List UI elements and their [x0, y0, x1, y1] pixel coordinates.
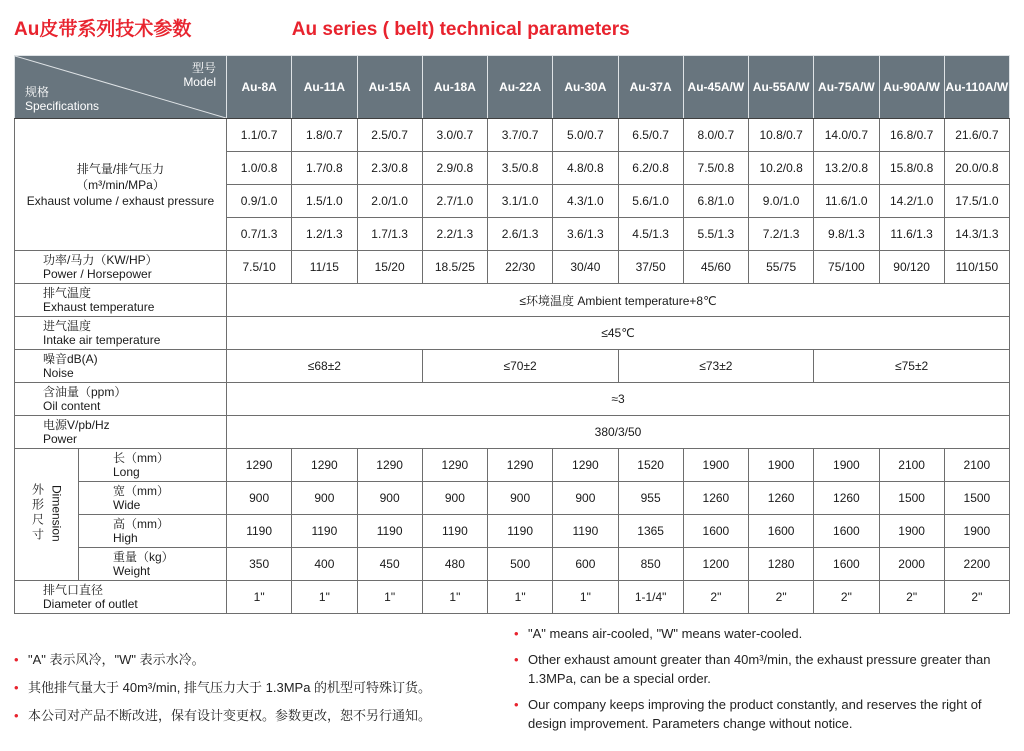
- value-cell: 9.0/1.0: [749, 185, 814, 218]
- row-label: [15, 416, 227, 449]
- model-header: Au-37A: [618, 56, 683, 119]
- value-cell: 13.2/0.8: [814, 152, 879, 185]
- value-cell: 15.8/0.8: [879, 152, 944, 185]
- value-cell: 14.0/0.7: [814, 119, 879, 152]
- table-row: [15, 350, 1010, 383]
- model-header: Au-45A/W: [683, 56, 748, 119]
- value-cell: 1900: [749, 449, 814, 482]
- bullet-icon: •: [14, 652, 19, 667]
- value-cell: 400: [292, 548, 357, 581]
- value-cell: 1260: [683, 482, 748, 515]
- value-cell: 2.3/0.8: [357, 152, 422, 185]
- value-cell: 1900: [683, 449, 748, 482]
- value-cell: 1600: [814, 515, 879, 548]
- value-cell: 11.6/1.3: [879, 218, 944, 251]
- value-cell: 1900: [944, 515, 1009, 548]
- value-cell: 1500: [879, 482, 944, 515]
- value-cell: 1190: [553, 515, 618, 548]
- model-header: Au-90A/W: [879, 56, 944, 119]
- footnote-item: [14, 678, 500, 697]
- value-cell: 4.5/1.3: [618, 218, 683, 251]
- row-label: [15, 383, 227, 416]
- table-row: [15, 482, 1010, 515]
- value-cell: 2": [814, 581, 879, 614]
- value-cell: 10.8/0.7: [749, 119, 814, 152]
- value-cell: 1290: [488, 449, 553, 482]
- value-cell: 1600: [683, 515, 748, 548]
- value-cell: 21.6/0.7: [944, 119, 1009, 152]
- bullet-icon: •: [14, 708, 19, 723]
- value-cell: 2.0/1.0: [357, 185, 422, 218]
- value-cell: 1290: [422, 449, 487, 482]
- value-cell: 90/120: [879, 251, 944, 284]
- row-label-en: Power: [43, 432, 78, 446]
- table-row: [15, 515, 1010, 548]
- value-cell: 2.5/0.7: [357, 119, 422, 152]
- value-cell: 110/150: [944, 251, 1009, 284]
- value-cell: ≈3: [227, 383, 1010, 416]
- footnotes: [14, 624, 1010, 740]
- footnotes-en: [514, 624, 1010, 740]
- value-cell: 18.5/25: [422, 251, 487, 284]
- dimension-label-en: Dimension: [49, 484, 64, 542]
- value-cell: 2000: [879, 548, 944, 581]
- row-label-zh: 电源V/pb/Hz: [43, 418, 110, 432]
- value-cell: 30/40: [553, 251, 618, 284]
- row-label-zh: 排气口直径: [43, 583, 104, 597]
- row-label: [15, 581, 227, 614]
- page-title-zh: Au皮带系列技术参数: [14, 19, 192, 40]
- value-cell: 1190: [357, 515, 422, 548]
- page-title: [0, 0, 1024, 41]
- value-cell: 1": [553, 581, 618, 614]
- model-header: Au-8A: [227, 56, 292, 119]
- corner-spec-en: Specifications: [25, 99, 100, 113]
- value-cell: 955: [618, 482, 683, 515]
- table-row: [15, 416, 1010, 449]
- row-label-en: High: [113, 531, 138, 545]
- value-cell: ≤70±2: [422, 350, 618, 383]
- value-cell: 1": [357, 581, 422, 614]
- value-cell: 1190: [422, 515, 487, 548]
- row-label: [15, 119, 227, 251]
- value-cell: 1.0/0.8: [227, 152, 292, 185]
- table-row: [15, 317, 1010, 350]
- row-label-en: Intake air temperature: [43, 333, 161, 347]
- value-cell: 600: [553, 548, 618, 581]
- value-cell: 1200: [683, 548, 748, 581]
- table-row: [15, 548, 1010, 581]
- value-cell: 55/75: [749, 251, 814, 284]
- dimension-vertical-label: [15, 449, 79, 581]
- value-cell: 14.2/1.0: [879, 185, 944, 218]
- value-cell: 6.8/1.0: [683, 185, 748, 218]
- bullet-icon: •: [14, 680, 19, 695]
- value-cell: ≤68±2: [227, 350, 423, 383]
- corner-model-en: Model: [183, 75, 216, 89]
- bullet-icon: •: [514, 697, 519, 712]
- corner-spec-zh: 规格: [25, 85, 50, 99]
- value-cell: 2200: [944, 548, 1009, 581]
- value-cell: 1280: [749, 548, 814, 581]
- footnote-item: [514, 650, 1010, 688]
- row-label: [15, 284, 227, 317]
- value-cell: 2": [879, 581, 944, 614]
- value-cell: 5.6/1.0: [618, 185, 683, 218]
- value-cell: 1290: [357, 449, 422, 482]
- table-row: [15, 119, 1010, 152]
- dimension-label-zh: 外形尺寸: [30, 483, 45, 543]
- value-cell: 3.0/0.7: [422, 119, 487, 152]
- row-label-zh: 含油量（ppm）: [43, 385, 127, 399]
- model-header: Au-110A/W: [944, 56, 1009, 119]
- table-row: [15, 383, 1010, 416]
- model-header: Au-30A: [553, 56, 618, 119]
- row-label-en: Wide: [113, 498, 141, 512]
- value-cell: 0.9/1.0: [227, 185, 292, 218]
- value-cell: 20.0/0.8: [944, 152, 1009, 185]
- value-cell: 3.6/1.3: [553, 218, 618, 251]
- corner-model-label: [183, 61, 216, 89]
- value-cell: 1900: [814, 449, 879, 482]
- value-cell: 75/100: [814, 251, 879, 284]
- footnote-item: [514, 695, 1010, 733]
- row-label-en: Exhaust temperature: [43, 300, 155, 314]
- row-label-line: 排气量/排气压力: [76, 161, 165, 176]
- footnotes-zh: [14, 624, 500, 740]
- row-label: [79, 449, 227, 482]
- value-cell: 5.0/0.7: [553, 119, 618, 152]
- value-cell: 1900: [879, 515, 944, 548]
- table-header-row: [15, 56, 1010, 119]
- page-title-en: Au series ( belt) technical parameters: [291, 19, 630, 40]
- value-cell: 4.8/0.8: [553, 152, 618, 185]
- value-cell: ≤45℃: [227, 317, 1010, 350]
- value-cell: 1290: [292, 449, 357, 482]
- value-cell: 380/3/50: [227, 416, 1010, 449]
- value-cell: 9.8/1.3: [814, 218, 879, 251]
- footnote-item: [14, 706, 500, 725]
- value-cell: 2.6/1.3: [488, 218, 553, 251]
- row-label: [15, 317, 227, 350]
- row-label-zh: 噪音dB(A): [43, 352, 98, 366]
- footnote-text: Our company keeps improving the product constantly, and reserves the right of design improvement. Parameters change without notice.: [528, 697, 982, 731]
- value-cell: 1.2/1.3: [292, 218, 357, 251]
- row-label-en: Weight: [113, 564, 151, 578]
- footnote-text: 本公司对产品不断改进，保有设计变更权。参数更改，恕不另行通知。: [28, 708, 432, 723]
- value-cell: 900: [422, 482, 487, 515]
- value-cell: 900: [292, 482, 357, 515]
- row-label-line: （m³/min/MPa）: [76, 177, 165, 192]
- value-cell: 22/30: [488, 251, 553, 284]
- value-cell: 11/15: [292, 251, 357, 284]
- value-cell: 900: [553, 482, 618, 515]
- value-cell: 480: [422, 548, 487, 581]
- value-cell: 1": [292, 581, 357, 614]
- value-cell: 3.1/1.0: [488, 185, 553, 218]
- value-cell: 1290: [227, 449, 292, 482]
- value-cell: ≤75±2: [814, 350, 1010, 383]
- value-cell: 1.7/1.3: [357, 218, 422, 251]
- value-cell: ≤环境温度 Ambient temperature+8℃: [227, 284, 1010, 317]
- value-cell: 1-1/4": [618, 581, 683, 614]
- bullet-icon: •: [514, 626, 519, 641]
- row-label-zh: 排气温度: [43, 286, 92, 300]
- model-header: Au-75A/W: [814, 56, 879, 119]
- value-cell: 4.3/1.0: [553, 185, 618, 218]
- value-cell: 2.2/1.3: [422, 218, 487, 251]
- value-cell: 2100: [944, 449, 1009, 482]
- value-cell: 16.8/0.7: [879, 119, 944, 152]
- row-label-zh: 功率/马力（KW/HP）: [43, 253, 158, 267]
- row-label-en: Power / Horsepower: [43, 267, 152, 281]
- dimension-vertical-wrap: [30, 483, 64, 543]
- row-label-zh: 长（mm）: [113, 451, 169, 465]
- model-header: Au-15A: [357, 56, 422, 119]
- value-cell: 1520: [618, 449, 683, 482]
- value-cell: 7.2/1.3: [749, 218, 814, 251]
- value-cell: 1.5/1.0: [292, 185, 357, 218]
- value-cell: 2": [944, 581, 1009, 614]
- footnote-item: [514, 624, 1010, 643]
- value-cell: 1.8/0.7: [292, 119, 357, 152]
- value-cell: 37/50: [618, 251, 683, 284]
- value-cell: 1365: [618, 515, 683, 548]
- value-cell: 2.9/0.8: [422, 152, 487, 185]
- row-label-zh: 高（mm）: [113, 517, 169, 531]
- value-cell: 900: [357, 482, 422, 515]
- table-row: [15, 449, 1010, 482]
- model-header: Au-11A: [292, 56, 357, 119]
- footnote-text: "A" 表示风冷，"W" 表示水冷。: [28, 652, 205, 667]
- value-cell: 1190: [292, 515, 357, 548]
- value-cell: 3.5/0.8: [488, 152, 553, 185]
- table-row: [15, 251, 1010, 284]
- value-cell: 1500: [944, 482, 1009, 515]
- row-label-en: Noise: [43, 366, 74, 380]
- value-cell: 15/20: [357, 251, 422, 284]
- value-cell: 7.5/10: [227, 251, 292, 284]
- value-cell: 1260: [749, 482, 814, 515]
- value-cell: 1.7/0.8: [292, 152, 357, 185]
- value-cell: 1600: [749, 515, 814, 548]
- value-cell: 6.2/0.8: [618, 152, 683, 185]
- footnote-item: [14, 650, 500, 669]
- bullet-icon: •: [514, 652, 519, 667]
- value-cell: 10.2/0.8: [749, 152, 814, 185]
- value-cell: 1260: [814, 482, 879, 515]
- row-label-line: Exhaust volume / exhaust pressure: [26, 193, 215, 208]
- row-label: [15, 350, 227, 383]
- corner-cell: [15, 56, 227, 119]
- model-header: Au-22A: [488, 56, 553, 119]
- value-cell: 2": [683, 581, 748, 614]
- value-cell: 2100: [879, 449, 944, 482]
- row-label: [15, 251, 227, 284]
- row-label-zh: 进气温度: [43, 319, 92, 333]
- model-header: Au-18A: [422, 56, 487, 119]
- value-cell: 5.5/1.3: [683, 218, 748, 251]
- value-cell: 1": [422, 581, 487, 614]
- value-cell: 11.6/1.0: [814, 185, 879, 218]
- value-cell: 0.7/1.3: [227, 218, 292, 251]
- value-cell: ≤73±2: [618, 350, 814, 383]
- value-cell: 3.7/0.7: [488, 119, 553, 152]
- value-cell: 17.5/1.0: [944, 185, 1009, 218]
- value-cell: 900: [488, 482, 553, 515]
- value-cell: 500: [488, 548, 553, 581]
- value-cell: 45/60: [683, 251, 748, 284]
- model-header: Au-55A/W: [749, 56, 814, 119]
- corner-spec-label: [25, 85, 99, 113]
- value-cell: 8.0/0.7: [683, 119, 748, 152]
- value-cell: 1600: [814, 548, 879, 581]
- footnote-text: 其他排气量大于 40m³/min, 排气压力大于 1.3MPa 的机型可特殊订货。: [28, 680, 432, 695]
- value-cell: 1": [488, 581, 553, 614]
- footnote-text: Other exhaust amount greater than 40m³/min, the exhaust pressure greater than 1.3MPa, can be a special order.: [528, 652, 991, 686]
- value-cell: 450: [357, 548, 422, 581]
- value-cell: 900: [227, 482, 292, 515]
- value-cell: 1.1/0.7: [227, 119, 292, 152]
- corner-model-zh: 型号: [191, 61, 216, 75]
- value-cell: 1": [227, 581, 292, 614]
- value-cell: 1190: [488, 515, 553, 548]
- value-cell: 350: [227, 548, 292, 581]
- table-row: [15, 284, 1010, 317]
- row-label-zh: 重量（kg）: [113, 550, 174, 564]
- row-label: [79, 548, 227, 581]
- value-cell: 1290: [553, 449, 618, 482]
- spec-table: [14, 55, 1010, 614]
- value-cell: 7.5/0.8: [683, 152, 748, 185]
- value-cell: 6.5/0.7: [618, 119, 683, 152]
- value-cell: 850: [618, 548, 683, 581]
- value-cell: 2.7/1.0: [422, 185, 487, 218]
- footnote-text: "A" means air-cooled, "W" means water-cooled.: [528, 626, 803, 641]
- row-label-en: Long: [113, 465, 140, 479]
- row-label-zh: 宽（mm）: [113, 484, 169, 498]
- row-label-en: Oil content: [43, 399, 101, 413]
- row-label: [79, 515, 227, 548]
- value-cell: 1190: [227, 515, 292, 548]
- row-label-en: Diameter of outlet: [43, 597, 138, 611]
- row-label: [79, 482, 227, 515]
- value-cell: 2": [749, 581, 814, 614]
- value-cell: 14.3/1.3: [944, 218, 1009, 251]
- table-row: [15, 581, 1010, 614]
